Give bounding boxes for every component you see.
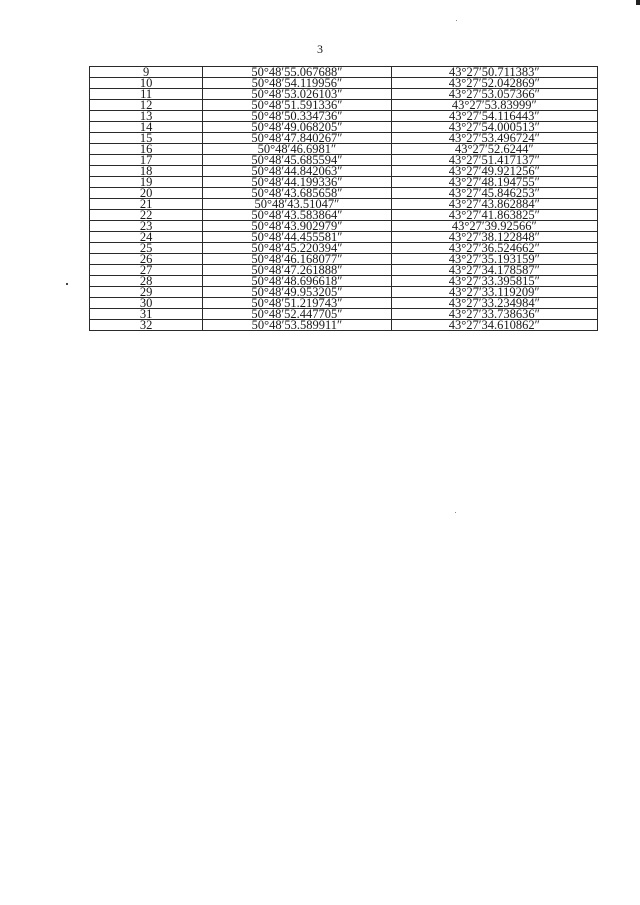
point-number-cell: 27: [90, 265, 203, 276]
scan-speck: [455, 512, 456, 513]
table-row: [90, 298, 598, 309]
table-row: [90, 254, 598, 265]
latitude-cell: 50°48′44.199336″: [203, 177, 391, 188]
longitude-cell: 43°27′43.862884″: [391, 199, 597, 210]
table-row: [90, 221, 598, 232]
latitude-cell: 50°48′48.696618″: [203, 276, 391, 287]
latitude-cell: 50°48′45.220394″: [203, 243, 391, 254]
scan-speck: [456, 20, 457, 21]
longitude-cell: 43°27′36.524662″: [391, 243, 597, 254]
table-row: [90, 100, 598, 111]
latitude-cell: 50°48′43.51047″: [203, 199, 391, 210]
table-row: [90, 309, 598, 320]
table-row: [90, 265, 598, 276]
point-number-cell: 30: [90, 298, 203, 309]
latitude-cell: 50°48′46.6981″: [203, 144, 391, 155]
latitude-cell: 50°48′52.447705″: [203, 309, 391, 320]
table-row: [90, 78, 598, 89]
latitude-cell: 50°48′43.902979″: [203, 221, 391, 232]
point-number-cell: 12: [90, 100, 203, 111]
point-number-cell: 11: [90, 89, 203, 100]
latitude-cell: 50°48′45.685594″: [203, 155, 391, 166]
point-number-cell: 21: [90, 199, 203, 210]
table-row: [90, 188, 598, 199]
point-number-cell: 19: [90, 177, 203, 188]
longitude-cell: 43°27′53.057366″: [391, 89, 597, 100]
point-number-cell: 23: [90, 221, 203, 232]
point-number-cell: 31: [90, 309, 203, 320]
longitude-cell: 43°27′33.738636″: [391, 309, 597, 320]
latitude-cell: 50°48′47.261888″: [203, 265, 391, 276]
longitude-cell: 43°27′45.846253″: [391, 188, 597, 199]
latitude-cell: 50°48′50.334736″: [203, 111, 391, 122]
latitude-cell: 50°48′46.168077″: [203, 254, 391, 265]
table-row: [90, 111, 598, 122]
point-number-cell: 26: [90, 254, 203, 265]
latitude-cell: 50°48′44.842063″: [203, 166, 391, 177]
scan-corner-mark: [636, 0, 640, 5]
longitude-cell: 43°27′54.000513″: [391, 122, 597, 133]
latitude-cell: 50°48′51.591336″: [203, 100, 391, 111]
table-row: [90, 122, 598, 133]
table-row: [90, 155, 598, 166]
latitude-cell: 50°48′49.068205″: [203, 122, 391, 133]
latitude-cell: 50°48′51.219743″: [203, 298, 391, 309]
point-number-cell: 17: [90, 155, 203, 166]
latitude-cell: 50°48′43.583864″: [203, 210, 391, 221]
point-number-cell: 9: [90, 67, 203, 78]
latitude-cell: 50°48′55.067688″: [203, 67, 391, 78]
page-number: 3: [317, 42, 323, 56]
longitude-cell: 43°27′53.496724″: [391, 133, 597, 144]
point-number-cell: 20: [90, 188, 203, 199]
longitude-cell: 43°27′52.6244″: [391, 144, 597, 155]
point-number-cell: 28: [90, 276, 203, 287]
table-row: [90, 144, 598, 155]
table-row: [90, 320, 598, 331]
latitude-cell: 50°48′53.589911″: [203, 320, 391, 331]
point-number-cell: 10: [90, 78, 203, 89]
point-number-cell: 32: [90, 320, 203, 331]
latitude-cell: 50°48′47.840267″: [203, 133, 391, 144]
scan-mark: [66, 283, 68, 285]
longitude-cell: 43°27′33.234984″: [391, 298, 597, 309]
point-number-cell: 16: [90, 144, 203, 155]
table-row: [90, 67, 598, 78]
longitude-cell: 43°27′51.417137″: [391, 155, 597, 166]
table-row: [90, 276, 598, 287]
point-number-cell: 15: [90, 133, 203, 144]
table-row: [90, 232, 598, 243]
longitude-cell: 43°27′52.042869″: [391, 78, 597, 89]
point-number-cell: 18: [90, 166, 203, 177]
longitude-cell: 43°27′39.92566″: [391, 221, 597, 232]
longitude-cell: 43°27′41.863825″: [391, 210, 597, 221]
latitude-cell: 50°48′49.953205″: [203, 287, 391, 298]
longitude-cell: 43°27′50.711383″: [391, 67, 597, 78]
table-row: [90, 199, 598, 210]
longitude-cell: 43°27′54.116443″: [391, 111, 597, 122]
table-row: [90, 166, 598, 177]
longitude-cell: 43°27′34.610862″: [391, 320, 597, 331]
latitude-cell: 50°48′43.685658″: [203, 188, 391, 199]
point-number-cell: 29: [90, 287, 203, 298]
point-number-cell: 25: [90, 243, 203, 254]
table-row: [90, 177, 598, 188]
longitude-cell: 43°27′34.178587″: [391, 265, 597, 276]
longitude-cell: 43°27′38.122848″: [391, 232, 597, 243]
table-row: [90, 133, 598, 144]
coordinates-table-body: [90, 67, 598, 331]
table-row: [90, 287, 598, 298]
longitude-cell: 43°27′33.119209″: [391, 287, 597, 298]
latitude-cell: 50°48′54.119956″: [203, 78, 391, 89]
coordinates-table: [89, 66, 598, 331]
latitude-cell: 50°48′44.455581″: [203, 232, 391, 243]
point-number-cell: 13: [90, 111, 203, 122]
point-number-cell: 24: [90, 232, 203, 243]
latitude-cell: 50°48′53.026103″: [203, 89, 391, 100]
longitude-cell: 43°27′33.395815″: [391, 276, 597, 287]
longitude-cell: 43°27′53.83999″: [391, 100, 597, 111]
table-row: [90, 89, 598, 100]
point-number-cell: 14: [90, 122, 203, 133]
point-number-cell: 22: [90, 210, 203, 221]
longitude-cell: 43°27′48.194755″: [391, 177, 597, 188]
table-row: [90, 243, 598, 254]
longitude-cell: 43°27′35.193159″: [391, 254, 597, 265]
table-row: [90, 210, 598, 221]
longitude-cell: 43°27′49.921256″: [391, 166, 597, 177]
